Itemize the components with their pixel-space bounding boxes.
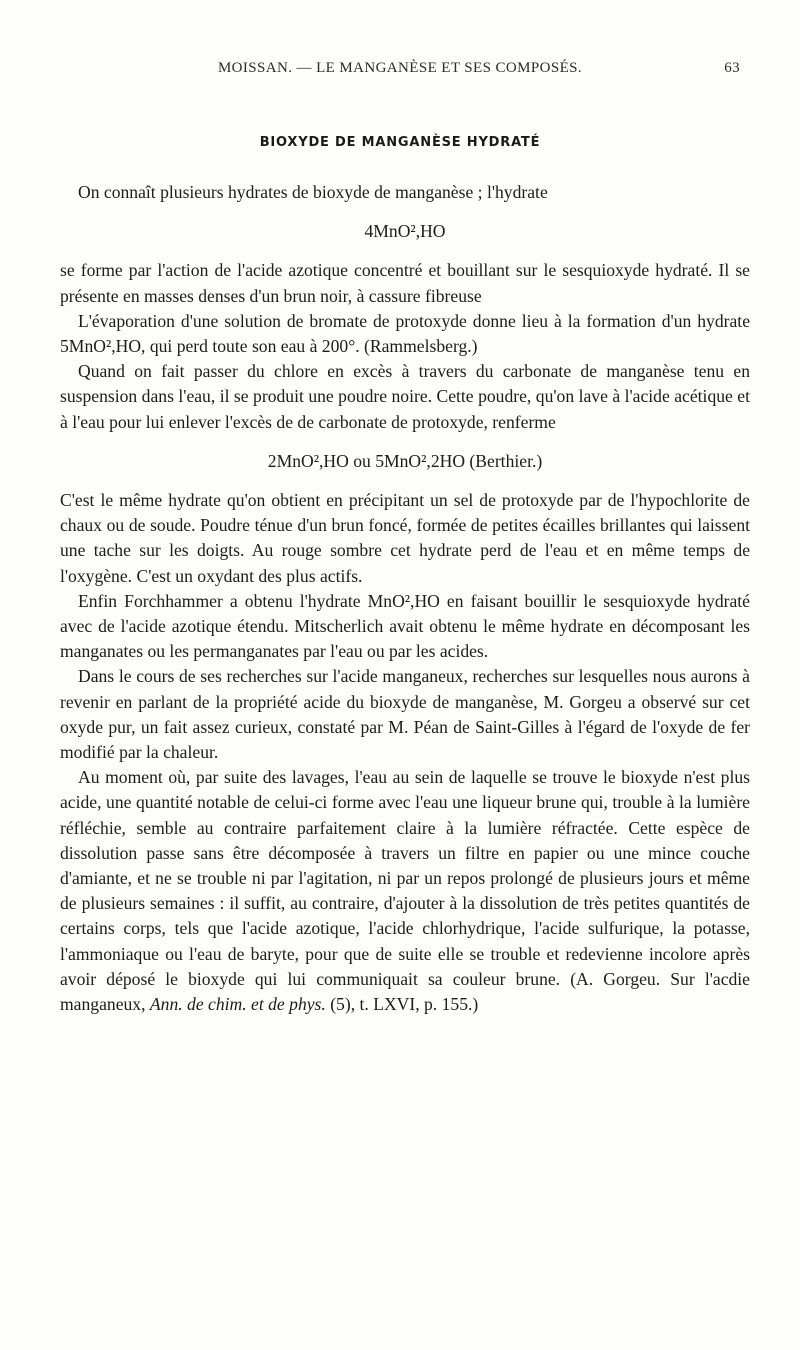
journal-title: Ann. de chim. et de phys. [149,994,326,1015]
formula-1: 4MnO²,HO [364,221,446,242]
paragraph-4: Quand on fait passer du chlore en excès à travers du carbonate de manganèse tenu en suspension dans l'eau, il se produit une poudre noire. Cette poudre, qu'on lave à l'acide acétique et à l'eau pour lui enlever l'excès de de carbonate de protoxyde, renferme [60,361,750,432]
paragraph-7: Dans le cours de ses recherches sur l'acide manganeux, recherches sur lesquelles nous aurons à revenir en parlant de la propriété acide du bioxyde de manganèse, M. Gorgeu a observé sur cet oxyde pur, un fait assez curieux, constaté par M. Péan de Saint-Gilles à l'égard de l'oxyde de fer modifié par la chaleur. [60,666,750,763]
paragraph-1: On connaît plusieurs hydrates de bioxyde de manganèse ; l'hydrate [78,182,548,202]
paragraph-8-end: (5), t. LXVI, p. 155.) [330,994,479,1015]
running-head [60,60,740,84]
paragraph-5: C'est le même hydrate qu'on obtient en précipitant un sel de protoxyde par de l'hypochlorite de chaux ou de soude. Poudre ténue d'un brun foncé, formée de petites écailles brillantes qui laissent une tache sur les doigts. Au rouge sombre cet hydrate perd de l'eau et en même temps de l'oxygène. C'est un oxydant des plus actifs. [60,490,750,586]
paragraph-2: se forme par l'action de l'acide azotique concentré et bouillant sur le sesquioxyde hydraté. Il se présente en masses denses d'un brun noir, à cassure fibreuse [60,260,750,306]
body-text [60,180,750,1017]
paragraph-6: Enfin Forchhammer a obtenu l'hydrate MnO²,HO en faisant bouillir le sesquioxyde hydraté avec de l'acide azotique étendu. Mitscherlich avait obtenu le même hydrate en décomposant les manganates ou les permanganates par l'eau ou par les acides. [60,590,750,662]
running-head-title: MOISSAN. — LE MANGANÈSE ET SES COMPOSÉS. [217,60,583,76]
page-number: 63 [724,60,740,76]
paragraph-3: L'évaporation d'une solution de bromate de protoxyde donne lieu à la formation d'un hydrate 5MnO²,HO, qui perd toute son eau à 200°. (Rammelsberg.) [60,310,750,357]
formula-2: 2MnO²,HO ou 5MnO²,2HO (Berthier.) [267,450,543,471]
section-title: BIOXYDE DE MANGANÈSE HYDRATÉ [259,135,541,150]
paragraph-8-main: Au moment où, par suite des lavages, l'eau au sein de laquelle se trouve le bioxyde n'est plus acide, une quantité notable de celui-ci forme avec l'eau une liqueur brune qui, trouble à la lumière réfléchie, semble au contraire parfaitement claire à la lumière réfractée. Cette espèce de dissolution passe sans être décomposée à travers un filtre en papier ou une mince couche d'amiante, et ne se trouble ni par l'agitation, ni par un repos prolongé de plusieurs jours et même de plusieurs semaines : il suffit, au contraire, d'ajouter à la dissolution de très petites quantités de certains corps, tels que l'acide azotique, l'acide chlorhydrique, l'acide sulfurique, la potasse, l'ammoniaque ou l'eau de baryte, pour que de suite elle se trouble et redevienne incolore après avoir déposé le bioxyde qui lui communiquait sa couleur brune. (A. Gorgeu. Sur l'acdie manganeux, [60,767,750,1015]
paragraph-8 [60,765,750,1017]
